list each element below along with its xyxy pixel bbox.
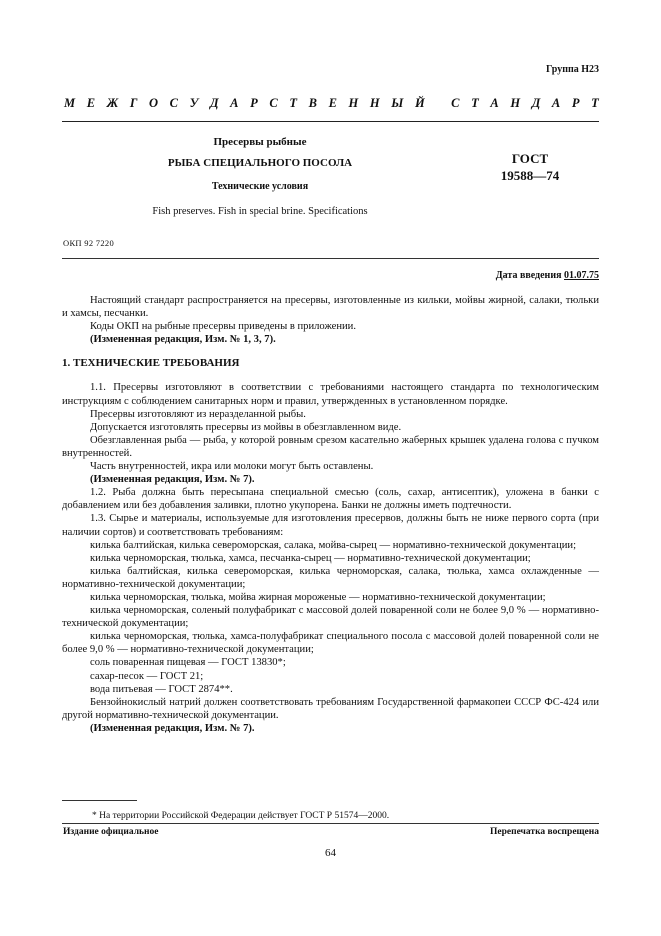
intro-amendment: (Измененная редакция, Изм. № 1, 3, 7). — [90, 334, 276, 346]
title-line-1: Пресервы рыбные — [213, 136, 307, 148]
banner-letter: Ж — [106, 96, 119, 110]
banner-letter: Т — [289, 96, 297, 110]
banner-letter: Ы — [391, 96, 404, 110]
banner-letter: М — [64, 96, 76, 110]
top-rule — [62, 121, 599, 122]
reprint-note: Перепечатка воспрещена — [489, 827, 599, 837]
list-item: килька черноморская, тюлька, хамса-полуфабрикат специального посола с массовой долей поваренной соли не более 9,0 % — нормативно-технической документации; — [62, 631, 599, 656]
banner-letter: А — [551, 96, 561, 110]
title-line-3: Технические условия — [211, 181, 309, 192]
banner-letter: С — [169, 96, 179, 110]
footer-rule — [62, 823, 599, 824]
date-value: 01.07.75 — [564, 270, 599, 281]
banner-letter — [436, 96, 439, 111]
list-item: вода питьевая — ГОСТ 2874**. — [90, 683, 233, 695]
list-item: килька черноморская, тюлька, мойва жирная мороженые — нормативно-технической документации; — [90, 591, 546, 603]
footnote-rule — [62, 800, 137, 801]
banner-letter: С — [451, 96, 460, 110]
clause-1-1-amendment: (Измененная редакция, Изм. № 7). — [90, 474, 255, 486]
list-item: соль поваренная пищевая — ГОСТ 13830*; — [90, 657, 286, 669]
clause-1-1-e: Часть внутренностей, икра или молоки могут быть оставлены. — [90, 461, 374, 473]
list-item: килька балтийская, килька североморская, килька черноморская, салака, тюлька, хамса охлажденные — нормативно-технической документации; — [62, 565, 599, 590]
banner-letter: Е — [86, 96, 96, 110]
title-line-2: РЫБА СПЕЦИАЛЬНОГО ПОСОЛА — [167, 157, 353, 169]
banner-letter: Н — [510, 96, 521, 110]
banner-letter: Й — [415, 96, 425, 110]
banner-letter: У — [189, 96, 199, 110]
date-label: Дата введения — [495, 270, 562, 281]
banner-letter: А — [230, 96, 239, 110]
clause-1-1: 1.1. Пресервы изготовляют в соответствии с требованиями настоящего стандарта по технологическим инструкциям с соблюдением санитарных норм и правил, утвержденных в установленном порядке. — [62, 382, 599, 407]
clause-1-2: 1.2. Рыба должна быть пересыпана специальной смесью (соль, сахар, антисептик), уложена в банки с добавлением или без добавления заливки, плотно укупорена. Банки не должны иметь подтечности. — [62, 487, 599, 512]
banner-letter: А — [490, 96, 499, 110]
banner-letter: Д — [209, 96, 219, 110]
group-code: Группа Н23 — [546, 64, 599, 75]
banner-letter: О — [149, 96, 159, 110]
page-number: 64 — [325, 847, 336, 859]
banner-letter: Г — [129, 96, 138, 110]
intro-paragraph-1: Настоящий стандарт распространяется на пресервы, изготовленные из кильки, мойвы жирной, салаки, тюльки и хамсы, песчанки. — [62, 295, 599, 320]
title-english: Fish preserves. Fish in special brine. Specifications — [152, 206, 368, 217]
banner-letter: Н — [348, 96, 359, 110]
banner-letter: Т — [471, 96, 479, 110]
clause-1-3-amendment: (Измененная редакция, Изм. № 7). — [90, 722, 255, 734]
gost-label: ГОСТ — [511, 151, 549, 166]
banner-letter: Д — [531, 96, 541, 110]
gost-number: 19588—74 — [500, 168, 560, 183]
banner-letter: Р — [250, 96, 258, 110]
okp-code: ОКП 92 7220 — [63, 238, 114, 248]
intro-paragraph-2: Коды ОКП на рыбные пресервы приведены в приложении. — [90, 321, 357, 333]
edition-note: Издание официальное — [63, 827, 159, 837]
banner-letter: Р — [571, 96, 580, 110]
clause-1-1-b: Пресервы изготовляют из неразделанной рыбы. — [90, 408, 306, 420]
clause-1-1-c: Допускается изготовлять пресервы из мойвы в обезглавленном виде. — [90, 421, 402, 433]
gost-designation — [470, 150, 590, 184]
banner-letter: Т — [591, 96, 599, 110]
list-item: килька черноморская, соленый полуфабрикат с массовой долей поваренной соли не более 9,0 % — нормативно-технической документации; — [62, 605, 599, 630]
effective-date — [496, 270, 599, 281]
clause-1-1-d: Обезглавленная рыба — рыба, у которой ровным срезом касательно жаберных крышек удалена голова с пучком внутренностей. — [62, 434, 599, 459]
list-item: Бензойнокислый натрий должен соответствовать требованиям Государственной фармакопеи СССР ФС-424 или другой нормативно-технической документации. — [62, 696, 599, 721]
footnote: * На территории Российской Федерации действует ГОСТ Р 51574—2000. — [92, 811, 390, 821]
document-body — [62, 294, 599, 735]
banner-letter: С — [269, 96, 278, 110]
header-rule — [62, 258, 599, 259]
banner-letter: В — [308, 96, 317, 110]
section-1-title: 1. ТЕХНИЧЕСКИЕ ТРЕБОВАНИЯ — [62, 357, 240, 370]
list-item: килька черноморская, тюлька, хамса, песчанка-сырец — нормативно-технической документации; — [90, 552, 531, 564]
banner-letter: Н — [369, 96, 380, 110]
standard-banner — [64, 96, 599, 111]
list-item: сахар-песок — ГОСТ 21; — [90, 670, 204, 682]
list-item: килька балтийская, килька североморская, салака, мойва-сырец — нормативно-технической документации; — [90, 539, 577, 551]
clause-1-3: 1.3. Сырье и материалы, используемые для изготовления пресервов, должны быть не ниже первого сорта (при наличии сортов) и соответствовать требованиям: — [62, 513, 599, 538]
banner-letter: Е — [328, 96, 337, 110]
